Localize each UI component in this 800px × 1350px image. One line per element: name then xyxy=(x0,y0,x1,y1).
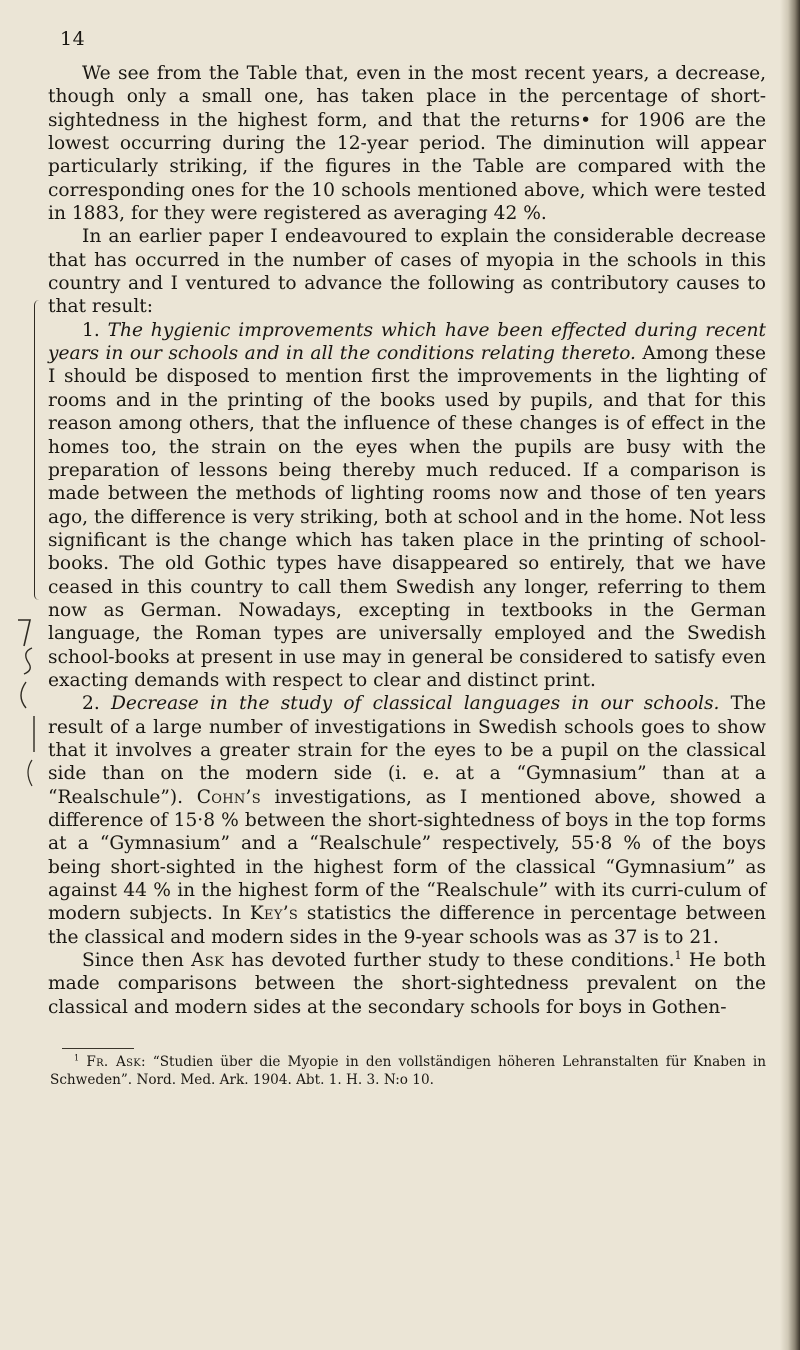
page-number: 14 xyxy=(60,28,86,50)
author-name: Fr. Ask xyxy=(86,1054,142,1070)
paragraph-earlier-paper xyxy=(48,225,766,318)
paragraph-classical-languages xyxy=(48,692,766,949)
page-edge-shadow xyxy=(780,0,800,1350)
text-run: : “Studien über die Myopie in den vollständigen höheren Lehranstalten für Knaben in Schweden”. Nord. Med. Ark. 1904. Abt. 1. H. 3. N:o 10. xyxy=(50,1054,766,1088)
text-run: We see from the Table that, even in the most recent years, a decrease, though only a small one, has taken place in the percentage of short-sightedness in the highest form, and that the returns xyxy=(48,63,766,131)
text-run: Among these I should be disposed to mention first the improvements in the lighting of rooms and in the printing of the books used by pupils, and that for this reason among others, that the influence of these changes is of effect in the homes too, the strain on the eyes when the pupils are busy with the preparation of lessons being thereby much reduced. If a comparison is made between the methods of lighting rooms now and those of ten years ago, the difference is very striking, both at school and in the home. Not less significant is the change which has taken place in the printing of school-books. The old Gothic types have disappeared so entirely, that we have ceased in this country to call them Swedish any longer, referring to them now as German. Nowadays, excepting in textbooks in the German language, the Roman types are universally employed and the Swedish school-books at present in use may in general be considered to satisfy even exacting demands with respect to clear and distinct print. xyxy=(48,343,767,691)
footnote xyxy=(50,1053,766,1089)
italic-heading: Decrease in the study of classical languages in our schools. xyxy=(110,693,720,715)
author-name: Cohn’s xyxy=(196,786,261,808)
text-run: He both made comparisons between the short-sightedness prevalent on the classical and modern sides at the secondary schools for boys in Gothen- xyxy=(48,950,767,1018)
footnote-divider xyxy=(62,1048,134,1049)
text-run: for 1906 are the lowest occurring during the 12-year period. The diminution will appear particularly striking, if the figures in the Table are compared with the corresponding ones for the 10 schools mentioned above, which were tested in 1883, for they were registered as averaging 42 %. xyxy=(48,109,767,225)
footnote-marker: 1 xyxy=(74,1052,80,1063)
text-run: has devoted further study to these conditions. xyxy=(224,950,675,972)
text-run: investigations, as I mentioned above, showed a difference of 15·8 % between the short-sightedness of boys in the top forms at a “Gymnasium” and a “Realschule” respectively, 55·8 % of the boys being short-sighted in the highest form of the classical “Gymnasium” as against 44 % in the highest form of the “Realschule” with its curri-culum of modern subjects. In xyxy=(48,786,767,925)
paragraph-ask-study xyxy=(48,949,766,1019)
author-name: Key’s xyxy=(249,903,299,925)
margin-pencil-marks xyxy=(12,612,40,812)
paragraph-table-decrease xyxy=(48,62,766,225)
text-run: statistics the difference in percentage between the classical and modern sides in the 9-year schools was as 37 is to 21. xyxy=(48,903,766,948)
text-run: In an earlier paper I endeavoured to explain the considerable decrease that has occurred in the number of cases of myopia in the schools in this country and I ventured to advance the following as contributory causes to that result: xyxy=(48,226,766,318)
text-run: 2. xyxy=(82,693,111,715)
text-run: The result of a large number of investigations in Swedish schools goes to show that it involves a greater strain for the eyes to be a pupil on the classical side than on the modern side (i. e. at a “Gymnasium” than at a “Realschule”). xyxy=(48,693,766,808)
margin-pencil-line xyxy=(34,300,39,600)
body-text xyxy=(48,62,766,1019)
text-run: Since then xyxy=(82,950,192,972)
footnote-text xyxy=(50,1053,766,1089)
footnote-marker: 1 xyxy=(674,948,682,962)
text-run: 1. xyxy=(82,319,108,341)
text-run: • xyxy=(580,109,592,131)
italic-heading: The hygienic improvements which have been effected during recent years in our schools and in all the conditions relating thereto. xyxy=(48,319,766,365)
author-name: Ask xyxy=(191,950,225,972)
paragraph-hygienic-improvements xyxy=(48,319,766,693)
